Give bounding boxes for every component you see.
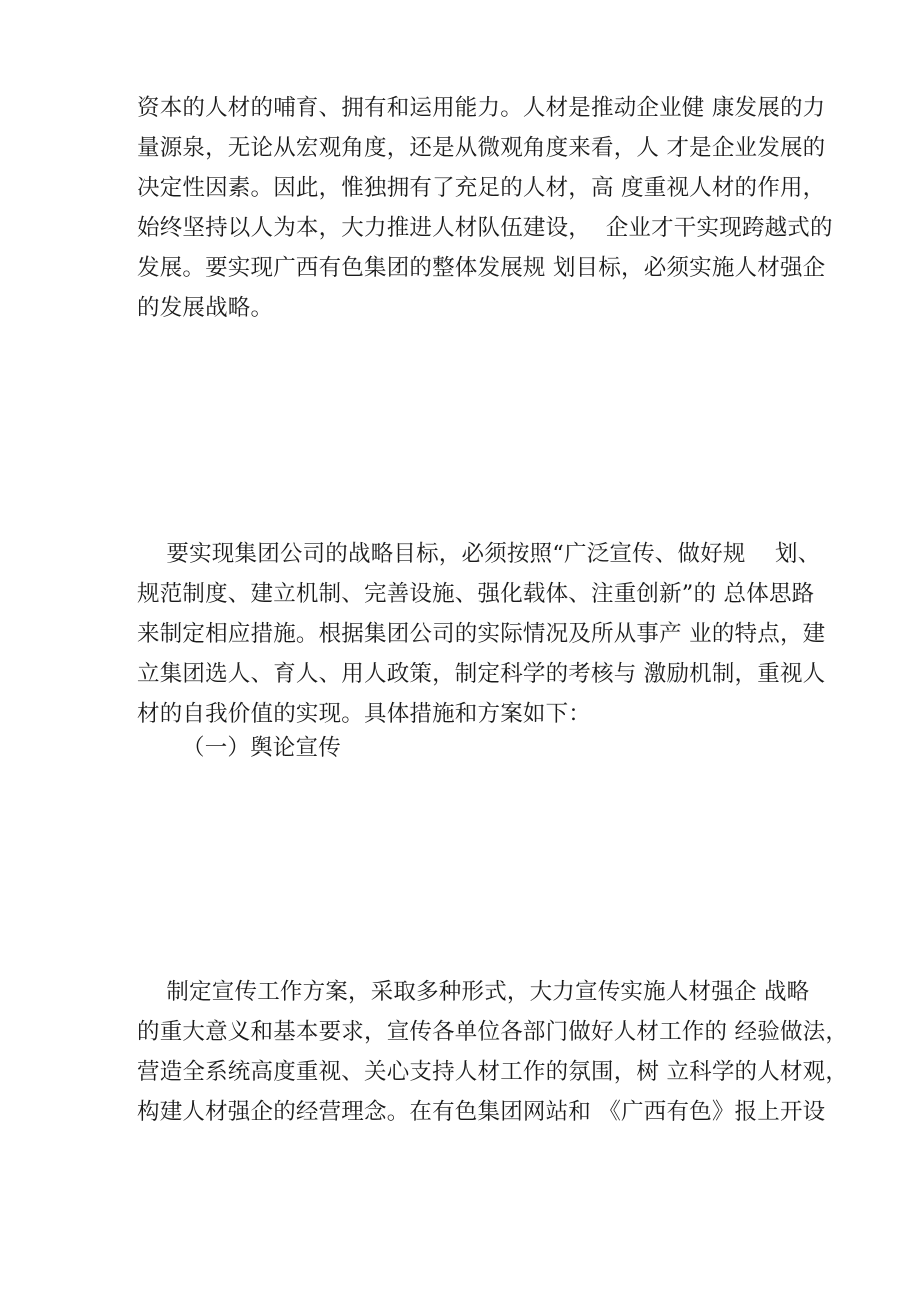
paragraph-1-line-4: 始终坚持以人为本，大力推进人材队伍建设， 企业才干实现跨越式的 (137, 215, 833, 241)
paragraph-1-line-5: 发展。要实现广西有色集团的整体发展规 划目标，必须实施人材强企 (137, 255, 826, 281)
paragraph-3-line-2: 的重大意义和基本要求，宣传各单位各部门做好人材工作的 经验做法， (137, 1019, 849, 1045)
paragraph-2-line-4: 立集团选人、育人、用人政策，制定科学的考核与 激励机制，重视人 (137, 661, 826, 687)
paragraph-2-line-1: 要实现集团公司的战略目标，必须按照“广泛宣传、做好规 划、 (137, 541, 821, 567)
paragraph-2-line-2: 规范制度、建立机制、完善设施、强化载体、注重创新”的 总体思路 (137, 581, 815, 607)
paragraph-1-line-2: 量源泉，无论从宏观角度，还是从微观角度来看，人 才是企业发展的 (137, 135, 826, 161)
paragraph-3-line-1: 制定宣传工作方案，采取多种形式，大力宣传实施人材强企 战略 (137, 979, 810, 1005)
paragraph-3-line-4: 构建人材强企的经营理念。在有色集团网站和 《广西有色》报上开设 (137, 1099, 826, 1125)
paragraph-2-line-3: 来制定相应措施。根据集团公司的实际情况及所从事产 业的特点，建 (137, 621, 826, 647)
paragraph-1-line-6: 的发展战略。 (137, 295, 274, 321)
paragraph-1-line-1: 资本的人材的哺育、拥有和运用能力。人材是推动企业健 康发展的力 (137, 95, 826, 121)
paragraph-2-line-5: 材的自我价值的实现。具体措施和方案如下： (137, 701, 592, 727)
section-heading: （一）舆论宣传 (182, 735, 341, 761)
paragraph-3-line-3: 营造全系统高度重视、关心支持人材工作的氛围，树 立科学的人材观， (137, 1059, 849, 1085)
paragraph-1-line-3: 决定性因素。因此，惟独拥有了充足的人材，高 度重视人材的作用， (137, 175, 826, 201)
